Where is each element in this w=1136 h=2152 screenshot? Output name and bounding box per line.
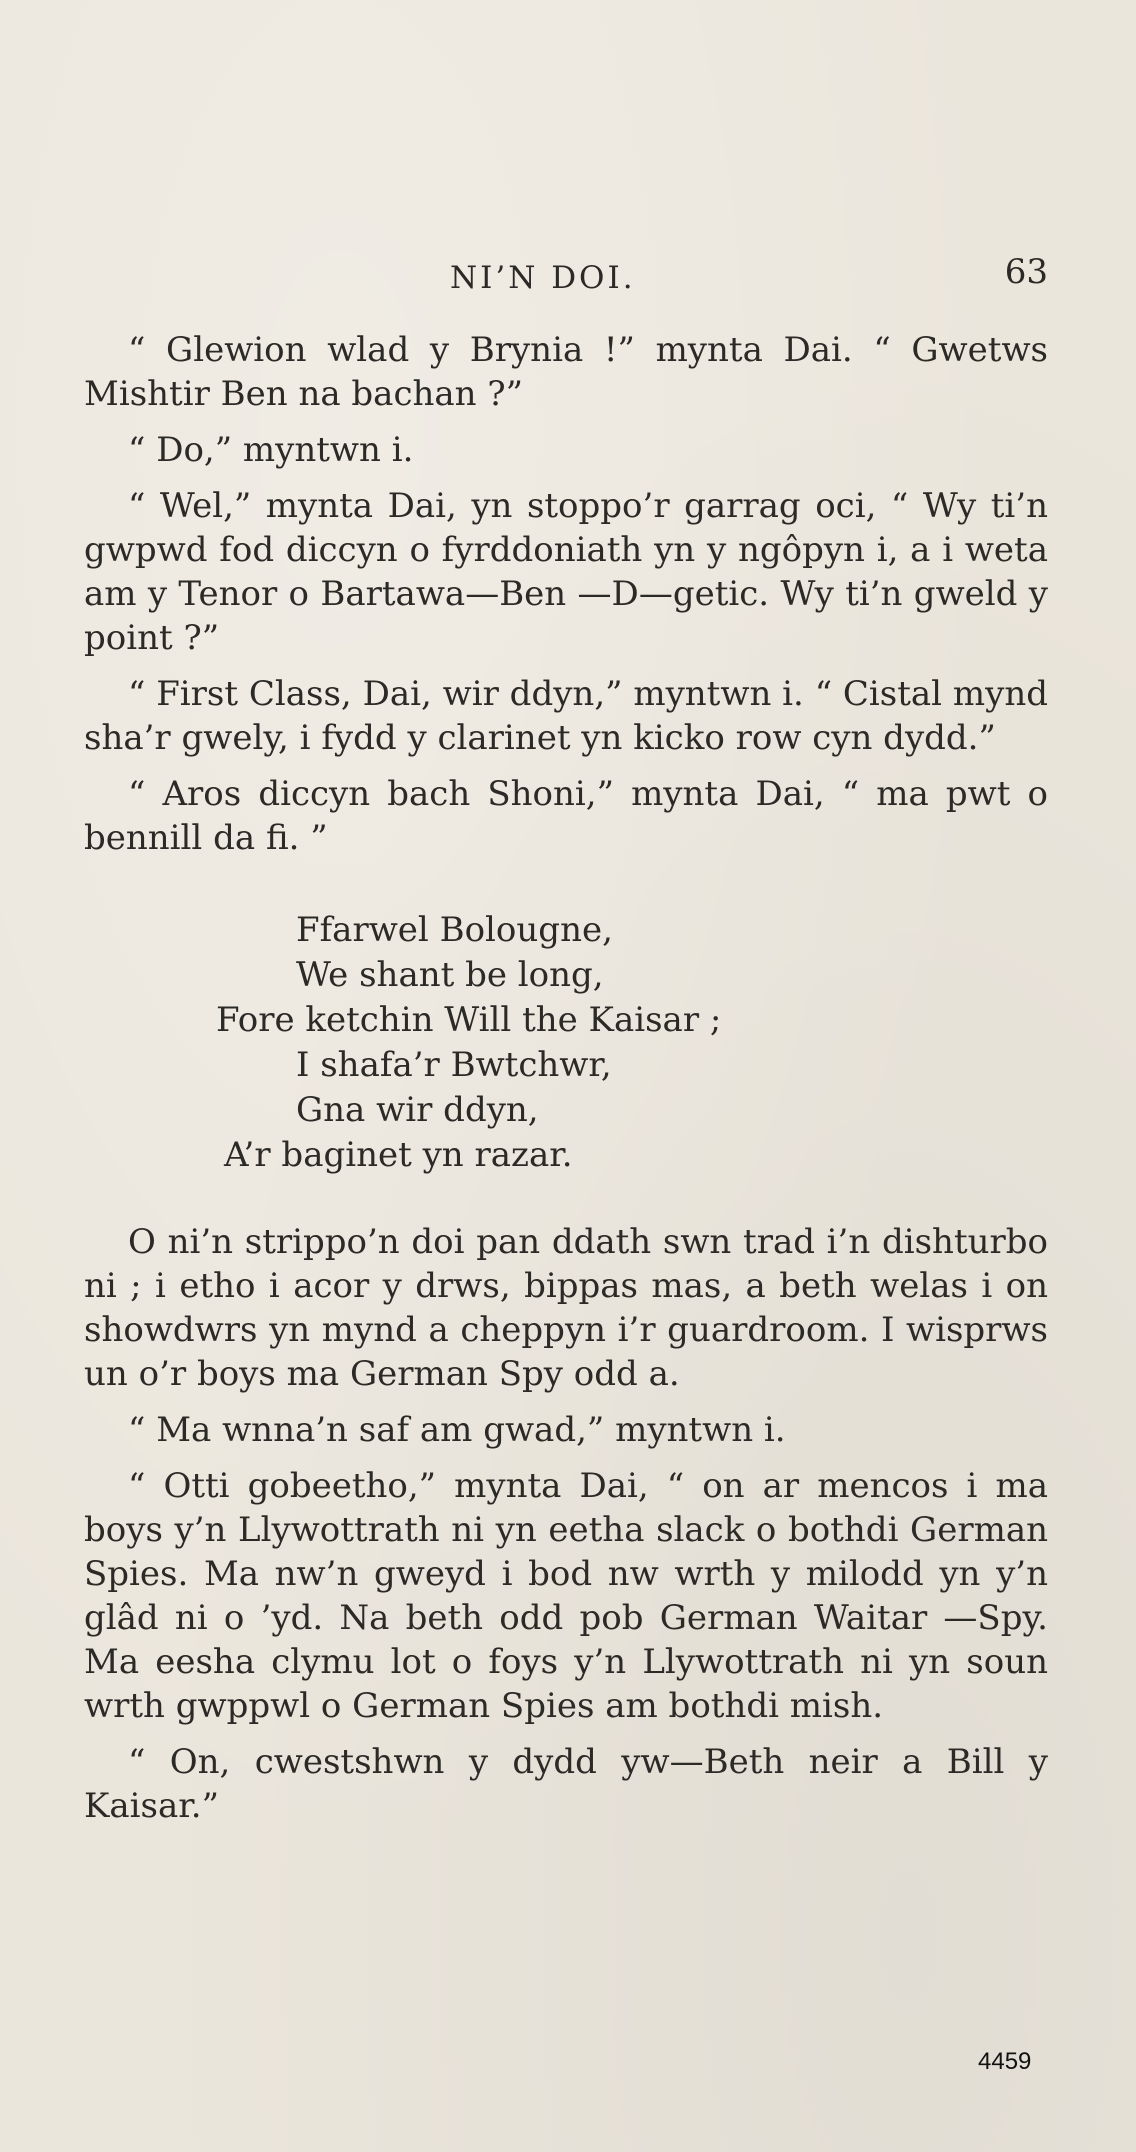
paragraph: O ni’n strippo’n doi pan ddath swn trad i’n dishturbo ni ; i etho i acor y drws, bippas mas, a beth welas i on showdwrs yn mynd a cheppyn i’r guardroom. I wisprws un o’r boys ma German Spy odd a. — [84, 1222, 1048, 1394]
verse-line: Ffarwel Bolougne, — [296, 910, 613, 950]
verse-line: Fore ketchin Will the Kaisar ; — [216, 1000, 722, 1040]
verse-line: Gna wir ddyn, — [296, 1090, 539, 1130]
body-text — [84, 328, 1048, 1840]
running-title: NI’N DOI. — [450, 260, 636, 296]
paragraph: “ Ma wnna’n saf am gwad,” myntwn i. — [128, 1410, 786, 1450]
paragraph: “ First Class, Dai, wir ddyn,” myntwn i. “ Cistal mynd sha’r gwely, i fydd y clarinet yn kicko row cyn dydd.” — [84, 674, 1048, 758]
paragraph: “ On, cwestshwn y dydd yw—Beth neir a Bill y Kaisar.” — [84, 1742, 1048, 1826]
page-number: 63 — [1004, 252, 1048, 292]
paragraph: “ Aros diccyn bach Shoni,” mynta Dai, “ ma pwt o bennill da fi. ” — [84, 774, 1048, 858]
paragraph: “ Wel,” mynta Dai, yn stoppo’r garrag oci, “ Wy ti’n gwpwd fod diccyn o fyrddoniath yn y ngôpyn i, a i weta am y Tenor o Bartawa—Ben —D—getic. Wy ti’n gweld y point ?” — [84, 486, 1048, 658]
paragraph: “ Otti gobeetho,” mynta Dai, “ on ar mencos i ma boys y’n Llywottrath ni yn eetha slack o bothdi German Spies. Ma nw’n gweyd i bod nw wrth y milodd yn y’n glâd ni o ’yd. Na beth odd pob German Waitar —Spy. Ma eesha clymu lot o foys y’n Llywottrath ni yn soun wrth gwppwl o German Spies am bothdi mish. — [84, 1466, 1048, 1726]
verse-line: I shafa’r Bwtchwr, — [296, 1045, 612, 1085]
paragraph: “ Glewion wlad y Brynia !” mynta Dai. “ Gwetws Mishtir Ben na bachan ?” — [84, 330, 1048, 414]
verse-block — [84, 908, 1048, 1178]
verse-line: We shant be long, — [296, 955, 604, 995]
paragraph: “ Do,” myntwn i. — [128, 430, 414, 470]
catalog-number: 4459 — [978, 2048, 1032, 2075]
page-header — [80, 248, 1048, 298]
verse-line: A’r baginet yn razar. — [224, 1135, 573, 1175]
